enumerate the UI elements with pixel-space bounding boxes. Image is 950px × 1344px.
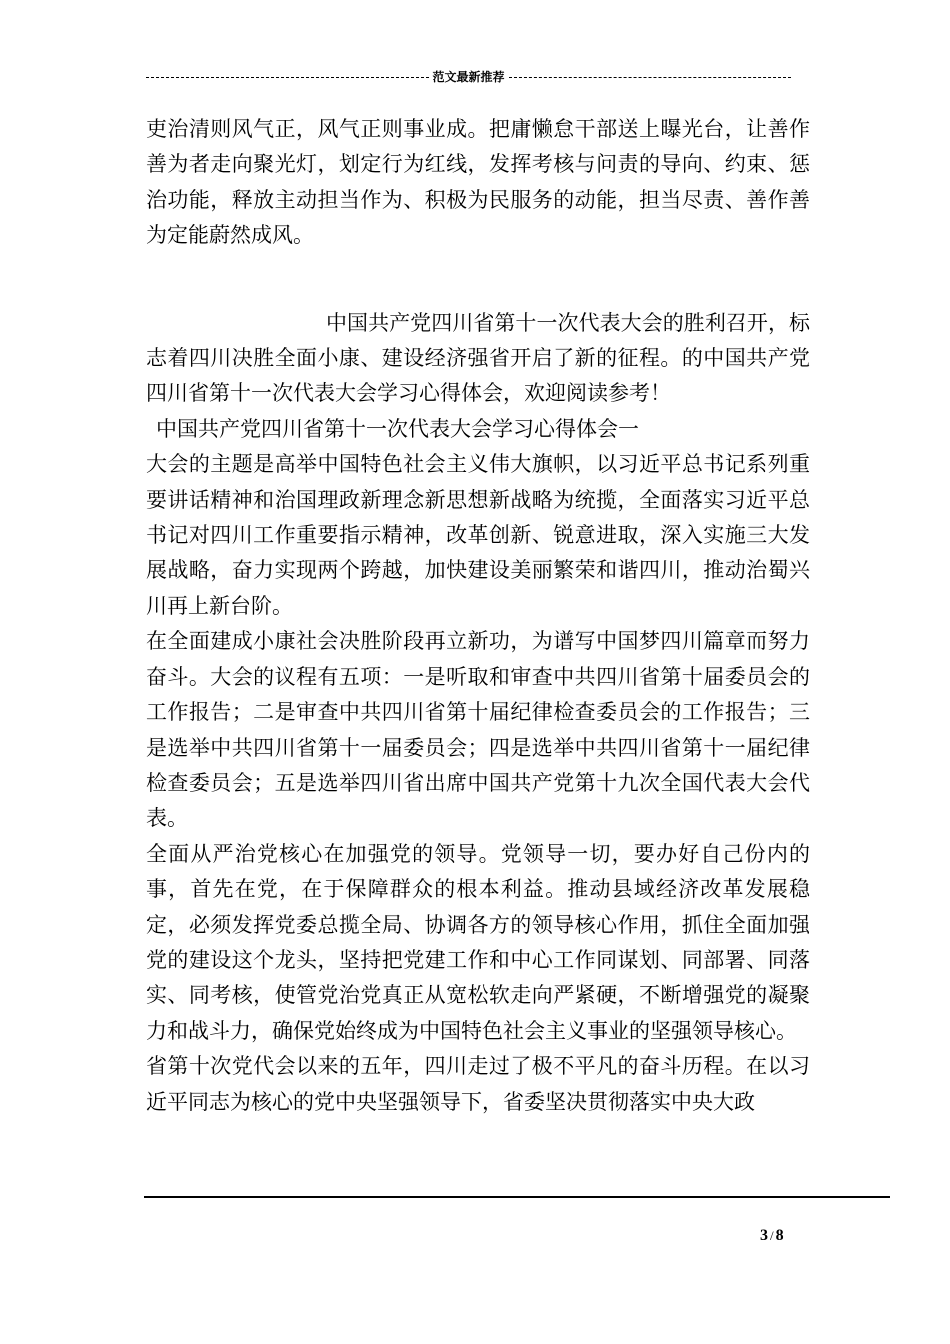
page-header bbox=[146, 67, 791, 87]
section-heading: 中国共产党四川省第十一次代表大会学习心得体会一 bbox=[156, 416, 639, 441]
header-dashed-rule-right bbox=[509, 77, 791, 78]
paragraph-2: 中国共产党四川省第十一次代表大会的胜利召开，标志着四川决胜全面小康、建设经济强省开启了新的征程。的中国共产党四川省第十一次代表大会学习心得体会，欢迎阅读参考！ bbox=[146, 310, 810, 406]
footer-rule bbox=[144, 1196, 890, 1198]
paragraph-spacer bbox=[146, 254, 810, 306]
paragraph-6: 全面从严治党核心在加强党的领导。党领导一切，要办好自己份内的事，首先在党，在于保障群众的根本利益。推动县域经济改革发展稳定，必须发挥党委总揽全局、协调各方的领导核心作用，抓住全面加强党的建设这个龙头，坚持把党建工作和中心工作同谋划、同部署、同落实、同考核，使管党治党真正从宽松软走向严紧硬，不断增强党的凝聚力和战斗力，确保党始终成为中国特色社会主义事业的坚强领导核心。 bbox=[146, 841, 810, 1043]
page-number bbox=[760, 1226, 820, 1246]
page-separator: / bbox=[770, 1228, 774, 1243]
header-dashed-rule-left bbox=[146, 77, 429, 78]
paragraph-1: 吏治清则风气正，风气正则事业成。把庸懒怠干部送上曝光台，让善作善为者走向聚光灯，划定行为红线，发挥考核与问责的导向、约束、惩治功能，释放主动担当作为、积极为民服务的动能，担当尽责、善作善为定能蔚然成风。 bbox=[146, 117, 810, 248]
document-body bbox=[146, 112, 810, 1120]
paragraph-5: 在全面建成小康社会决胜阶段再立新功，为谱写中国梦四川篇章而努力奋斗。大会的议程有五项：一是听取和审查中共四川省第十届委员会的工作报告；二是审查中共四川省第十届纪律检查委员会的工作报告；三是选举中共四川省第十一届委员会；四是选举中共四川省第十一届纪律检查委员会；五是选举四川省出席中国共产党第十九次全国代表大会代表。 bbox=[146, 629, 810, 831]
paragraph-7: 省第十次党代会以来的五年，四川走过了极不平凡的奋斗历程。在以习近平同志为核心的党中央坚强领导下，省委坚决贯彻落实中央大政 bbox=[146, 1054, 810, 1114]
header-title: 范文最新推荐 bbox=[432, 70, 505, 84]
paragraph-4: 大会的主题是高举中国特色社会主义伟大旗帜，以习近平总书记系列重要讲话精神和治国理政新理念新思想新战略为统揽，全面落实习近平总书记对四川工作重要指示精神，改革创新、锐意进取，深入实施三大发展战略，奋力实现两个跨越，加快建设美丽繁荣和谐四川，推动治蜀兴川再上新台阶。 bbox=[146, 452, 810, 618]
page-current: 3 bbox=[760, 1227, 768, 1244]
page-total: 8 bbox=[775, 1227, 784, 1244]
